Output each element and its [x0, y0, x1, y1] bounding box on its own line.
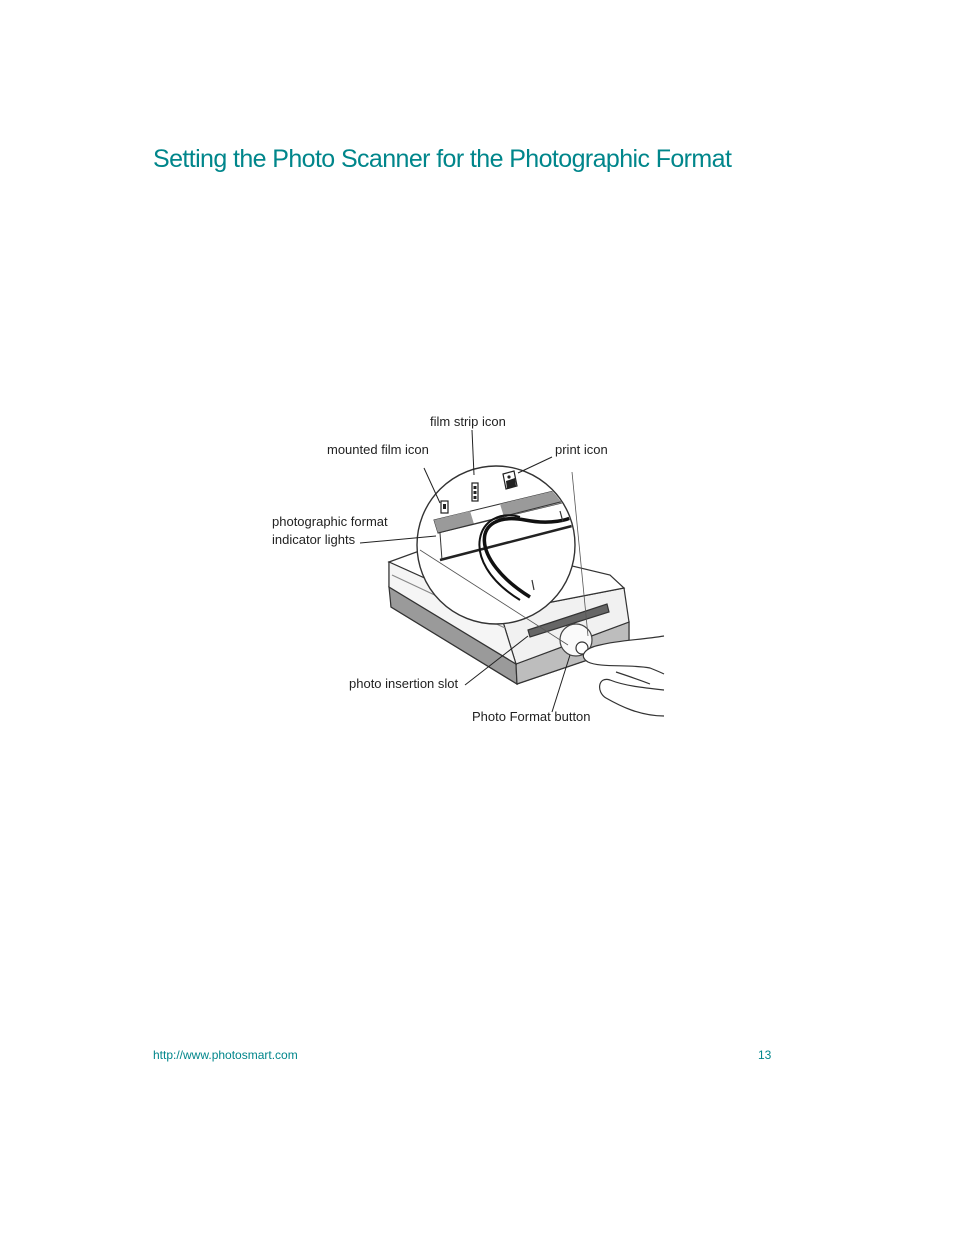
print-icon-label: print icon — [555, 442, 608, 457]
film-strip-icon-label: film strip icon — [430, 414, 506, 429]
mounted-film-icon-label: mounted film icon — [327, 442, 429, 457]
footer-url-link[interactable]: http://www.photosmart.com — [153, 1048, 298, 1062]
indicator-lights-label-line2: indicator lights — [272, 532, 356, 547]
hand — [583, 636, 664, 716]
photo-format-button-label: Photo Format button — [472, 709, 591, 724]
magnifier-circle — [417, 466, 576, 624]
indicator-lights-label-line1: photographic format — [272, 514, 388, 529]
page-title: Setting the Photo Scanner for the Photographic Format — [153, 145, 732, 173]
page-number: 13 — [758, 1048, 772, 1062]
photo-insertion-slot-label: photo insertion slot — [349, 676, 459, 691]
